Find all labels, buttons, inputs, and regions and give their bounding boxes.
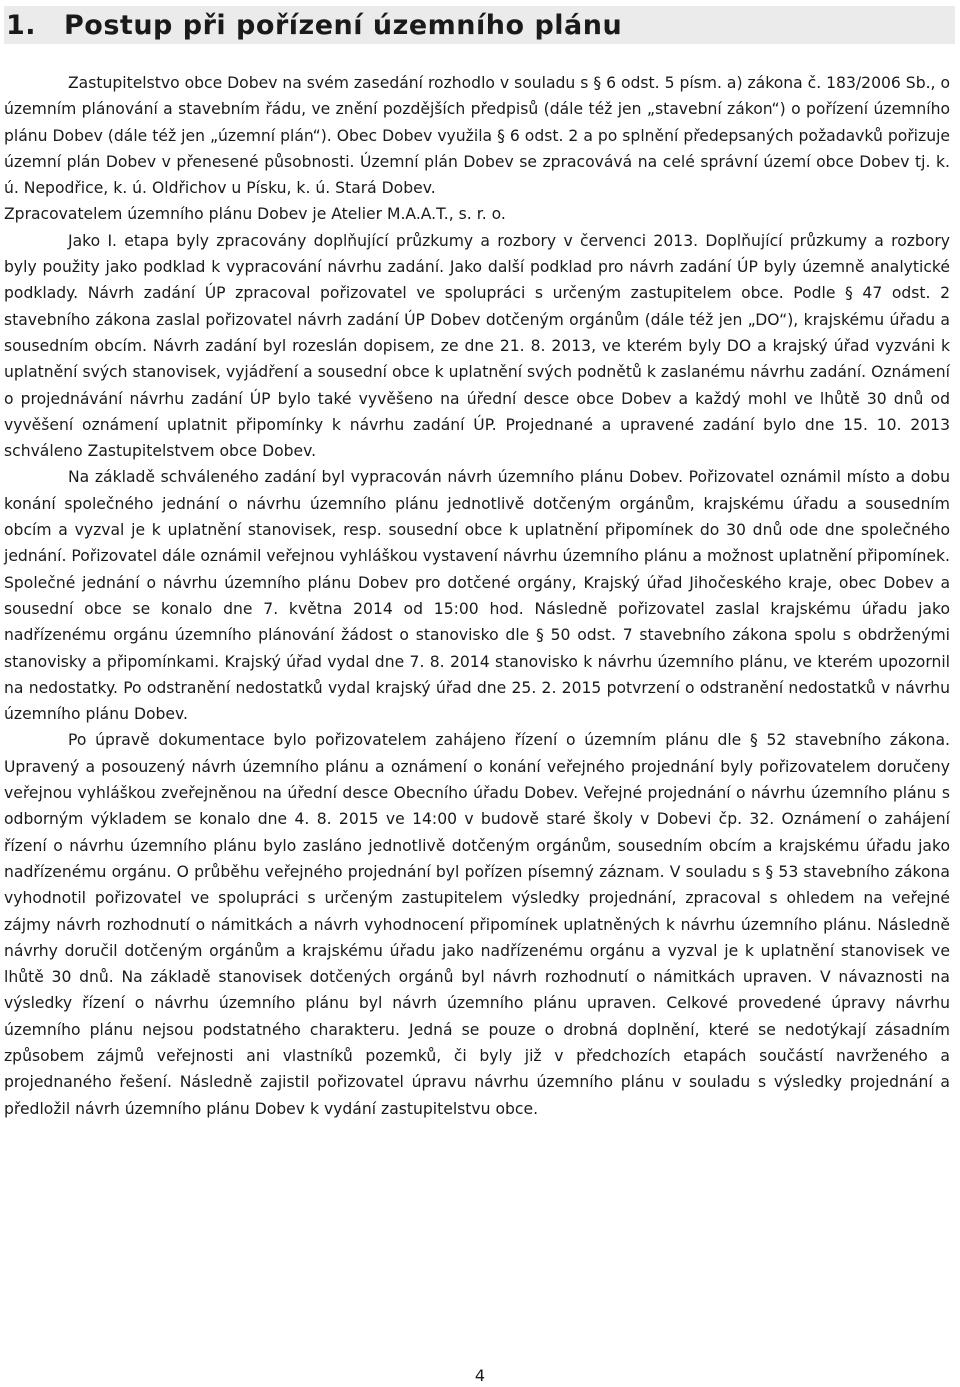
document-body	[4, 70, 950, 1122]
paragraph-processor: Zpracovatelem územního plánu Dobev je Atelier M.A.A.T., s. r. o.	[4, 205, 506, 224]
page-number: 4	[474, 1366, 486, 1385]
section-title: Postup při pořízení územního plánu	[64, 9, 623, 41]
paragraph-draft-plan: Na základě schváleného zadání byl vypracován návrh územního plánu Dobev. Pořizovatel oznámil místo a dobu konání společného jednání o návrhu územního plánu jednotlivě dotčeným orgánům, krajskému úřadu a sousedním obcím a vyzval je k uplatnění stanovisek, resp. sousední obce k uplatnění připomínek do 30 dnů ode dne společného jednání. Pořizovatel dále oznámil veřejnou vyhláškou vystavení návrhu územního plánu a možnost uplatnění připomínek. Společné jednání o návrhu územního plánu Dobev pro dotčené orgány, Krajský úřad Jihočeského kraje, obec Dobev a sousední obce se konalo dne 7. května 2014 od 15:00 hod. Následně pořizovatel zaslal krajskému úřadu jako nadřízenému orgánu územního plánování žádost o stanovisko dle § 50 odst. 7 stavebního zákona spolu s obdrženými stanovisky a připomínkami. Krajský úřad vydal dne 7. 8. 2014 stanovisko k návrhu územního plánu, ve kterém upozornil na nedostatky. Po odstranění nedostatků vydal krajský úřad dne 25. 2. 2015 potvrzení o odstranění nedostatků v návrhu územního plánu Dobev.	[4, 468, 950, 724]
section-number: 1.	[6, 9, 37, 41]
paragraph-procurement-decision: Zastupitelstvo obce Dobev na svém zasedání rozhodlo v souladu s § 6 odst. 5 písm. a) zákona č. 183/2006 Sb., o územním plánování a stavebním řádu, ve znění pozdějších předpisů (dále též jen „stavební zákon“) o pořízení územního plánu Dobev (dále též jen „územní plán“). Obec Dobev využila § 6 odst. 2 a po splnění předepsaných požadavků pořizuje územní plán Dobev v přenesené působnosti. Územní plán Dobev se zpracovává na celé správní území obce Dobev tj. k. ú. Nepodřice, k. ú. Oldřichov u Písku, k. ú. Stará Dobev.	[4, 74, 951, 198]
paragraph-public-hearing: Po úpravě dokumentace bylo pořizovatelem zahájeno řízení o územním plánu dle § 52 stavebního zákona. Upravený a posouzený návrh územního plánu a oznámení o konání veřejného projednání byly pořizovatelem doručeny veřejnou vyhláškou zveřejněnou na úřední desce Obecního úřadu Dobev. Veřejné projednání o návrhu územního plánu s odborným výkladem se konalo dne 4. 8. 2015 ve 14:00 v budově staré školy v Dobevi čp. 32. Oznámení o zahájení řízení o návrhu územního plánu bylo zasláno jednotlivě dotčeným orgánům, sousedním obcím a krajskému úřadu jako nadřízenému orgánu. O průběhu veřejného projednání byl pořízen písemný záznam. V souladu s § 53 stavebního zákona vyhodnotil pořizovatel ve spolupráci s určeným zastupitelem výsledky projednání, zpracoval s ohledem na veřejné zájmy návrh rozhodnutí o námitkách a návrh vyhodnocení připomínek uplatněných k návrhu územního plánu. Následně návrhy doručil dotčeným orgánům a krajskému úřadu jako nadřízenému orgánu a vyzval je k uplatnění stanovisek ve lhůtě 30 dnů. Na základě stanovisek dotčených orgánů byl návrh rozhodnutí o námitkách upraven. V návaznosti na výsledky řízení o návrhu územního plánu byl návrh územního plánu upraven. Celkové provedené úpravy návrhu územního plánu nejsou podstatného charakteru. Jedná se pouze o drobná doplnění, které se nedotýkají zásadním způsobem zájmů veřejnosti ani vlastníků pozemků, či byly již v předchozích etapách součástí navrženého a projednaného řešení. Následně zajistil pořizovatel úpravu návrhu územního plánu v souladu s výsledky projednání a předložil návrh územního plánu Dobev k vydání zastupitelstvu obce.	[4, 731, 950, 1118]
paragraph-first-stage: Jako I. etapa byly zpracovány doplňující průzkumy a rozbory v červenci 2013. Doplňující průzkumy a rozbory byly použity jako podklad k vypracování návrhu zadání. Jako další podklad pro návrh zadání ÚP byly územně analytické podklady. Návrh zadání ÚP zpracoval pořizovatel ve spolupráci s určeným zastupitelem obce. Podle § 47 odst. 2 stavebního zákona zaslal pořizovatel návrh zadání ÚP Dobev dotčeným orgánům (dále též jen „DO“), krajskému úřadu a sousedním obcím. Návrh zadání byl rozeslán dopisem, ze dne 21. 8. 2013, ve kterém byly DO a krajský úřad vyzváni k uplatnění svých stanovisek, vyjádření a sousední obce k uplatnění svých podnětů k zaslanému návrhu zadání. Oznámení o projednávání návrhu zadání ÚP bylo také vyvěšeno na úřední desce obce Dobev a každý mohl ve lhůtě 30 dnů od vyvěšení oznámení uplatnit připomínky k návrhu zadání ÚP. Projednané a upravené zadání bylo dne 15. 10. 2013 schváleno Zastupitelstvem obce Dobev.	[4, 231, 950, 461]
section-heading	[4, 6, 955, 44]
